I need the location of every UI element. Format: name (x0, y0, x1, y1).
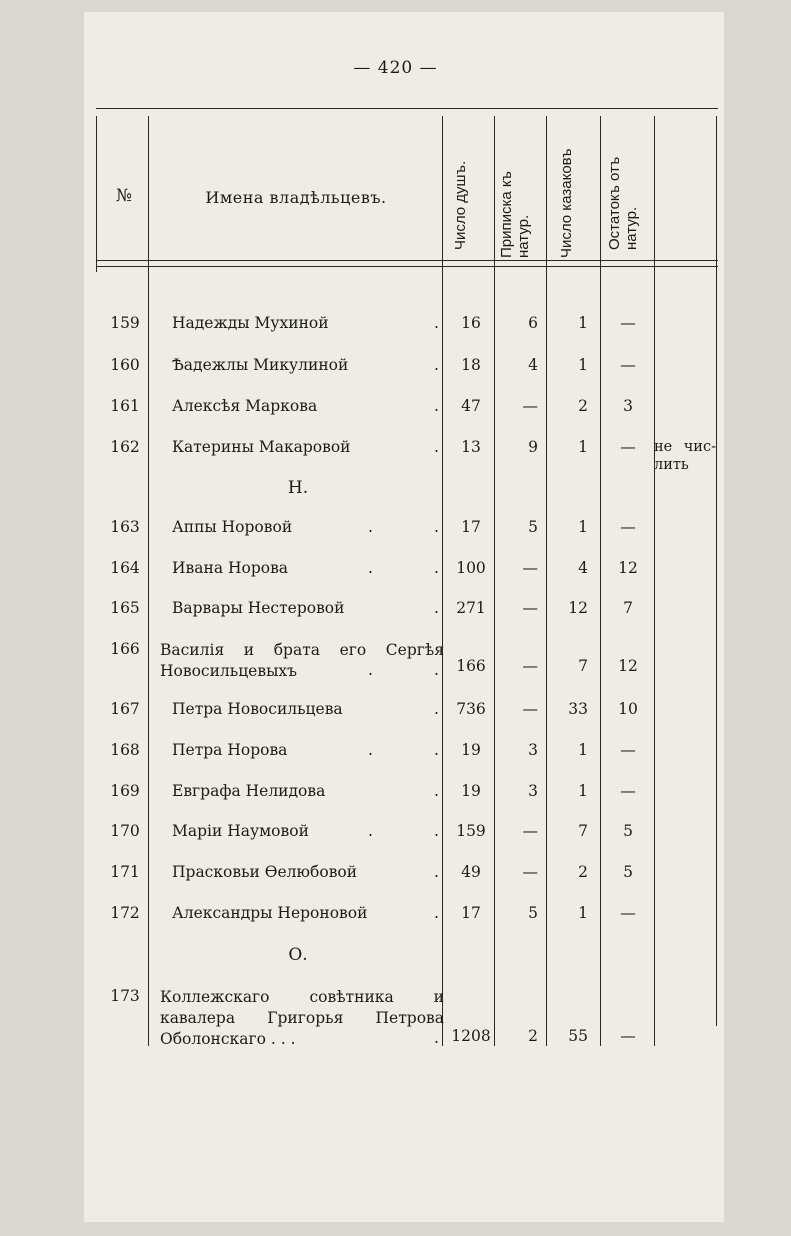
owner-name (160, 640, 444, 682)
leader-dot: . (434, 518, 439, 536)
pripiska-count: — (522, 863, 538, 881)
leader-dot: . (434, 741, 439, 759)
cossack-count: 1 (578, 518, 588, 536)
souls-count: 271 (456, 599, 486, 617)
leader-dot: . (434, 822, 439, 840)
pripiska-count: — (522, 657, 538, 675)
cossack-count: 2 (578, 863, 588, 881)
header-ostatok (606, 157, 640, 250)
cossack-count: 1 (578, 782, 588, 800)
souls-count: 159 (456, 822, 486, 840)
page-number: — 420 — (353, 58, 438, 78)
leader-dot: . (434, 559, 439, 577)
owner-name: Ивана Норова (172, 559, 289, 577)
leader-dot: . (434, 782, 439, 800)
cossack-count: 1 (578, 438, 588, 456)
pripiska-count: — (522, 599, 538, 617)
remainder-count: — (620, 904, 636, 922)
leader-dot: . (368, 741, 373, 759)
section-letter: О. (288, 945, 308, 965)
row-number: 162 (110, 438, 140, 456)
cossack-count: 7 (578, 822, 588, 840)
owner-name: Катерины Макаровой (172, 438, 351, 456)
row-number: 163 (110, 518, 140, 536)
remainder-count: — (620, 314, 636, 332)
remainder-count: — (620, 438, 636, 456)
pripiska-count: 5 (528, 518, 538, 536)
souls-count: 49 (461, 863, 481, 881)
row-number: 164 (110, 559, 140, 577)
souls-count: 100 (456, 559, 486, 577)
pripiska-count: 6 (528, 314, 538, 332)
leader-dot: . (368, 518, 373, 536)
header-kazaki (558, 148, 575, 258)
leader-dot: . (368, 822, 373, 840)
leader-dot: . (434, 661, 439, 679)
pripiska-count: 9 (528, 438, 538, 456)
pripiska-count: 4 (528, 356, 538, 374)
owner-name-line: кавалера Григорья Петрова (160, 1009, 444, 1027)
pripiska-count: — (522, 397, 538, 415)
cossack-count: 1 (578, 356, 588, 374)
col-divider-name (442, 116, 443, 1046)
remainder-count: 12 (618, 559, 638, 577)
cossack-count: 33 (568, 700, 588, 718)
remainder-count: 3 (623, 397, 633, 415)
leader-dot: . (434, 700, 439, 718)
header-ostatok-line1: Остатокъ отъ (606, 156, 623, 250)
header-kazaki-text: Число казаковъ (558, 148, 575, 258)
margin-note: не чис- лить (654, 439, 716, 473)
pripiska-count: — (522, 559, 538, 577)
leader-dot: . (368, 559, 373, 577)
owner-name: Аппы Норовой (172, 518, 293, 536)
souls-count: 47 (461, 397, 481, 415)
souls-count: 16 (461, 314, 481, 332)
cossack-count: 2 (578, 397, 588, 415)
col-divider-right (716, 116, 717, 1026)
header-owner-names: Имена владѣльцевъ. (205, 188, 387, 207)
owner-name: Варвары Нестеровой (172, 599, 345, 617)
remainder-count: 10 (618, 700, 638, 718)
souls-count: 19 (461, 741, 481, 759)
row-number: 161 (110, 397, 140, 415)
leader-dot: . (434, 314, 439, 332)
leader-dot: . (434, 438, 439, 456)
cossack-count: 1 (578, 314, 588, 332)
row-number: 171 (110, 863, 140, 881)
owner-name-line: Новосильцевыхъ (160, 662, 298, 680)
souls-count: 17 (461, 518, 481, 536)
owner-name-line: Оболонскаго . . . (160, 1030, 296, 1048)
header-bottom-rule (96, 260, 718, 261)
row-number: 173 (110, 987, 140, 1005)
owner-name (160, 987, 444, 1050)
leader-dot: . (368, 661, 373, 679)
row-number: 168 (110, 741, 140, 759)
owner-name: Александры Нероновой (172, 904, 368, 922)
souls-count: 17 (461, 904, 481, 922)
owner-name: Петра Новосильцева (172, 700, 343, 718)
pripiska-count: 5 (528, 904, 538, 922)
pripiska-count: — (522, 700, 538, 718)
leader-dot: . (434, 863, 439, 881)
owner-name: Надежды Мухиной (172, 314, 329, 332)
souls-count: 1208 (451, 1027, 491, 1045)
row-number: 166 (110, 640, 140, 658)
cossack-count: 1 (578, 741, 588, 759)
header-number: № (115, 186, 133, 206)
row-number: 160 (110, 356, 140, 374)
row-number: 169 (110, 782, 140, 800)
pripiska-count: — (522, 822, 538, 840)
souls-count: 13 (461, 438, 481, 456)
owner-name-line: Коллежскаго совѣтника и (160, 988, 444, 1006)
row-number: 172 (110, 904, 140, 922)
owner-name: Алексѣя Маркова (172, 397, 318, 415)
souls-count: 18 (461, 356, 481, 374)
leader-dot: . (434, 904, 439, 922)
remainder-count: 5 (623, 863, 633, 881)
header-souls-text: Число душъ. (452, 160, 469, 250)
owner-name: Прасковьи Ѳелюбовой (172, 863, 358, 881)
remainder-count: — (620, 782, 636, 800)
souls-count: 736 (456, 700, 486, 718)
leader-dot: . (434, 356, 439, 374)
owner-name: Маріи Наумовой (172, 822, 309, 840)
header-pripiska-line2: натур. (515, 214, 532, 258)
leader-dot: . (434, 397, 439, 415)
col-divider-left (96, 116, 97, 272)
remainder-count: — (620, 356, 636, 374)
leader-dot: . (434, 1029, 439, 1047)
row-number: 170 (110, 822, 140, 840)
leader-dot: . (434, 599, 439, 617)
pripiska-count: 2 (528, 1027, 538, 1045)
remainder-count: 12 (618, 657, 638, 675)
header-ostatok-line2: натур. (623, 206, 640, 250)
cossack-count: 4 (578, 559, 588, 577)
remainder-count: — (620, 1027, 636, 1045)
header-bottom-rule-double (96, 266, 718, 267)
header-pripiska (498, 171, 532, 258)
owner-name: Петра Норова (172, 741, 288, 759)
souls-count: 166 (456, 657, 486, 675)
pripiska-count: 3 (528, 782, 538, 800)
owner-name-line: Василія и брата его Сергѣя (160, 641, 444, 659)
remainder-count: 5 (623, 822, 633, 840)
owner-name: Евграфа Нелидова (172, 782, 326, 800)
remainder-count: — (620, 518, 636, 536)
cossack-count: 55 (568, 1027, 588, 1045)
header-pripiska-line1: Приписка къ (498, 171, 515, 258)
souls-count: 19 (461, 782, 481, 800)
row-number: 159 (110, 314, 140, 332)
cossack-count: 12 (568, 599, 588, 617)
section-letter: Н. (287, 478, 309, 498)
table-top-rule (96, 108, 718, 109)
remainder-count: — (620, 741, 636, 759)
header-souls (452, 161, 469, 250)
cossack-count: 7 (578, 657, 588, 675)
row-number: 167 (110, 700, 140, 718)
remainder-count: 7 (623, 599, 633, 617)
pripiska-count: 3 (528, 741, 538, 759)
owner-name: Ѣадежлы Микулиной (172, 356, 349, 374)
cossack-count: 1 (578, 904, 588, 922)
row-number: 165 (110, 599, 140, 617)
